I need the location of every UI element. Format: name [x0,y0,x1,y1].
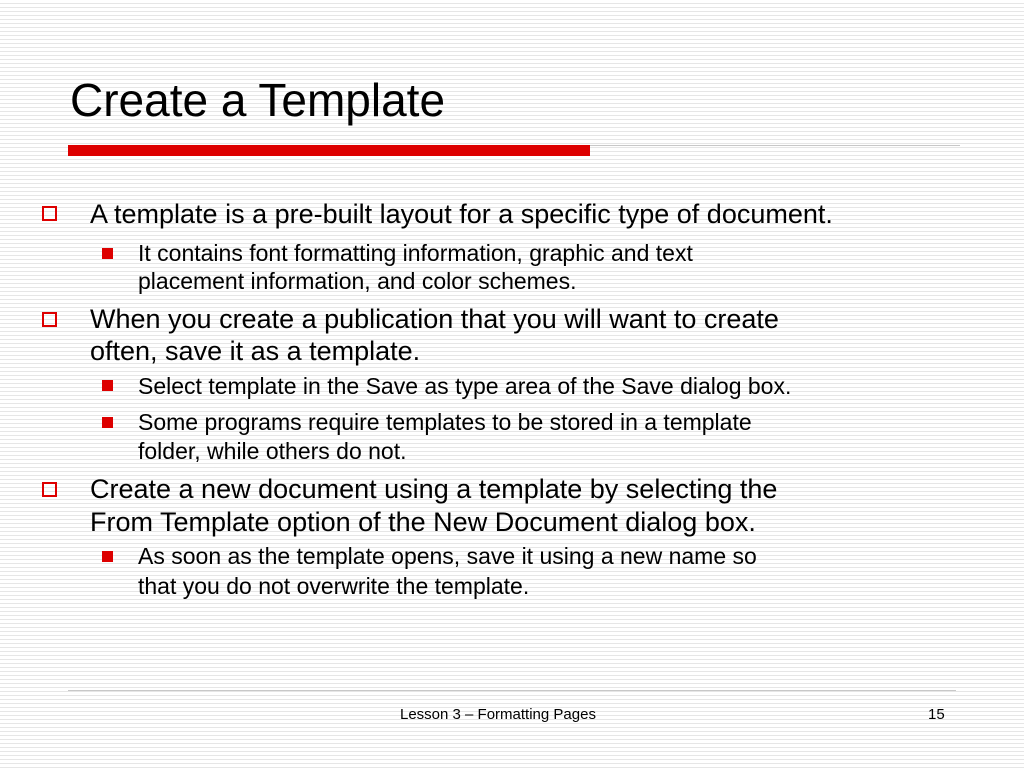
filled-square-bullet-icon [102,248,113,259]
hollow-square-bullet-icon [42,312,57,327]
hollow-square-bullet-icon [42,482,57,497]
bullet-2-sub-2-line-1: Some programs require templates to be stored in a template [138,409,752,435]
bullet-1-text: A template is a pre-built layout for a specific type of document. [90,199,833,229]
bullet-3-sub-1-line-2: that you do not overwrite the template. [138,573,530,599]
bullet-1-sub-1-line-2: placement information, and color schemes. [138,268,577,294]
bullet-2-line-1: When you create a publication that you will want to create [90,304,779,334]
filled-square-bullet-icon [102,417,113,428]
bullet-3-sub-1-line-1: As soon as the template opens, save it using a new name so [138,543,757,569]
bullet-1-sub-1-line-1: It contains font formatting information, graphic and text [138,240,693,266]
hollow-square-bullet-icon [42,206,57,221]
slide-number: 15 [928,706,945,723]
bullet-2-line-2: often, save it as a template. [90,336,421,366]
bullet-2-sub-1-line-1: Select template in the Save as type area of the Save dialog box. [138,373,792,399]
filled-square-bullet-icon [102,551,113,562]
footer-rule [68,690,956,691]
bullet-2-sub-2-line-2: folder, while others do not. [138,438,407,464]
footer-lesson-title: Lesson 3 – Formatting Pages [400,706,596,723]
slide-title: Create a Template [70,74,446,126]
filled-square-bullet-icon [102,380,113,391]
bullet-3-line-1: Create a new document using a template by selecting the [90,474,778,504]
bullet-3-line-2: From Template option of the New Document dialog box. [90,507,756,537]
